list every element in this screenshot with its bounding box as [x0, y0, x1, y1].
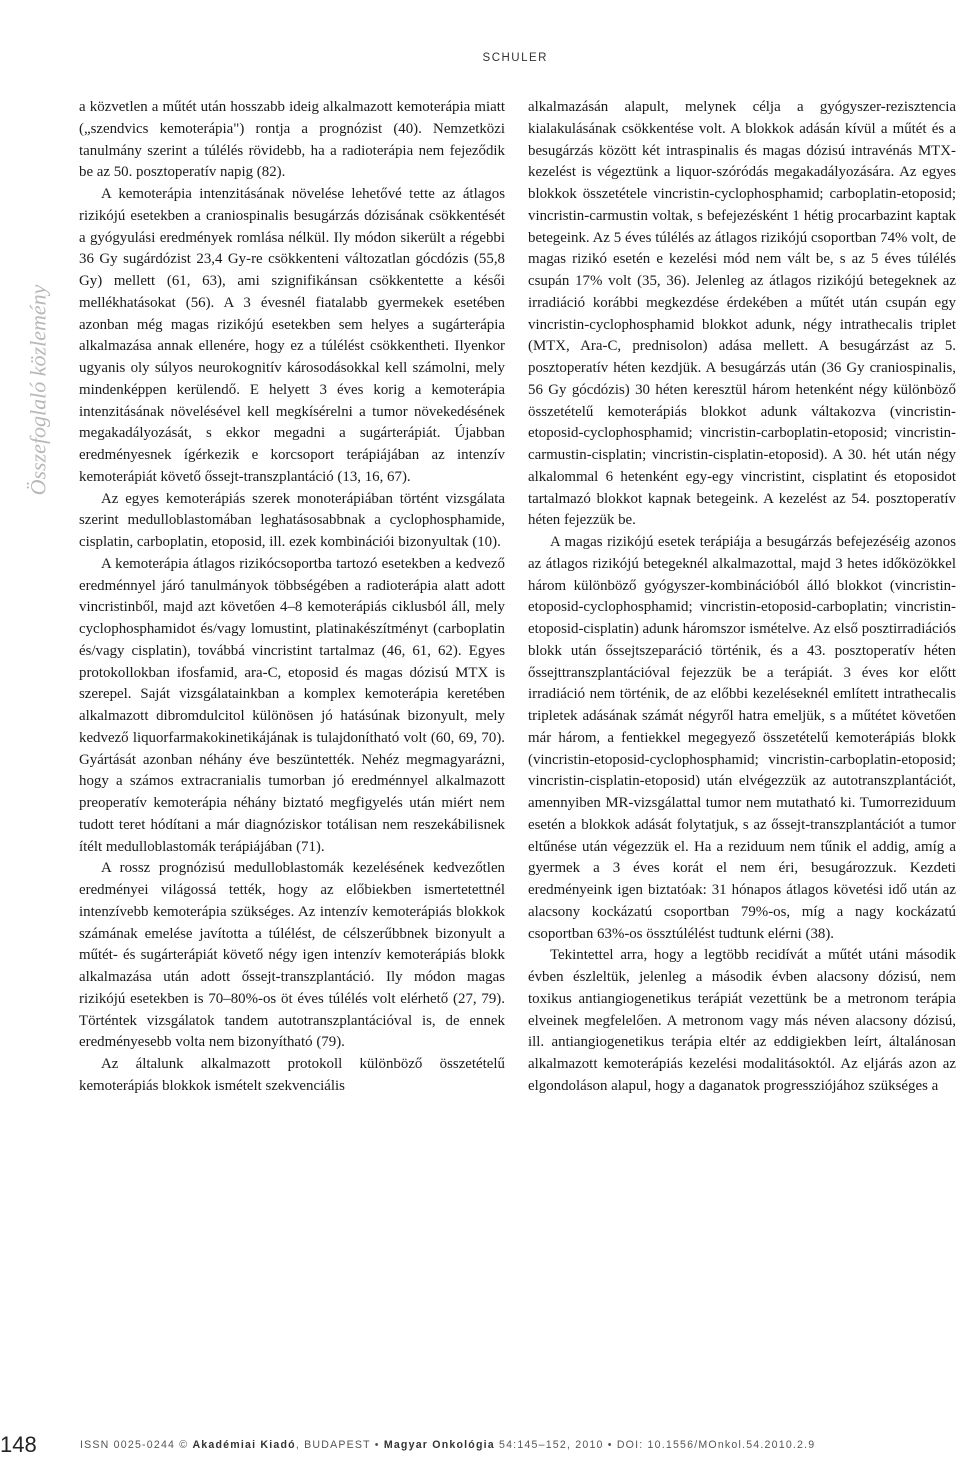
paragraph: alkalmazásán alapult, melynek célja a gyógyszer-rezisztencia kialakulásának csökkentése volt. A blokkok adásán kívül a műtét és a besugárzás között két intraspinalis és magas dózisú intravénás MTX-kezelést is végeztünk a liquor-szóródás megakadályozására. Az egyes blokkok összetétele vincristin-cyclophosphamid; carboplatin-etoposid; vincristin-carmustin voltak, s befejezésként 1 hétig procarbazint kaptak betegeink. Az 5 éves túlélés az átlagos rizikójú csoportban 74% volt, de magas rizikó esetén e kezelési mód nem vált be, s az 5 éves túlélés csupán 17% volt (35, 36). Jelenleg az átlagos rizikójú betegeknek az irradiáció korábbi megkezdése érdekében a műtét után csupán egy vincristin-cyclophosphamid blokkot adunk, négy intrathecalis triplet (MTX, Ara-C, prednisolon) adása mellett. A besugárzást az 5. posztoperatív héten kezdjük. A besugárzás után (36 Gy craniospinalis, 56 Gy gócdózis) 30 héten keresztül három hetenként négy különböző összetételű kemoterápiás blokkot adunk váltakozva (vincristin-etoposid-cyclophosphamid; vincristin-carboplatin-etoposid; vincristin-carmustin-cisplatin; vincristin-cisplatin-etoposid). A 30. hét után négy alkalommal 6 hetenként egy-egy vincristint, cisplatint és etoposidot tartalmazó blokkot kapnak betegeink. A kezelést az 54. posztoperatív héten fejezzük be.	[528, 99, 956, 529]
page-footer	[0, 1428, 960, 1458]
text-column-left	[79, 97, 505, 1098]
footer-issn: ISSN 0025-0244 ©	[80, 1439, 193, 1451]
paragraph: A kemoterápia átlagos rizikócsoportba tartozó esetekben a kedvező eredménnyel járó tanulmányok többségében a radioterápia alatt adott vincristinből, majd azt követően 4–8 kemoterápiás ciklusból áll, mely cyclophosphamidot és/vagy lomustint, platinakészítményt (carboplatin és/vagy cisplatin), továbbá vincristint tartalmaz (46, 61, 62). Egyes protokollokban ifosfamid, ara-C, etoposid és magas dózisú MTX is szerepel. Saját vizsgálatainkban a komplex kemoterápia keretében alkalmazott dibromdulcitol különösen jó hatásúnak bizonyult, mely kedvező liquorfarmakokinetikájának is tulajdonítható volt (60, 69, 70). Gyártását azonban néhány éve beszüntették. Nehéz megmagyarázni, hogy a számos extracranialis tumorban jó eredménnyel alkalmazott preoperatív kemoterápia néhány biztató megfigyelés után miért nem tudott teret hódítani a már diagnóziskor totálisan nem reszekábilisnek ítélt medulloblastomák terápiájában (71).	[79, 555, 505, 855]
page-number: 148	[0, 1432, 37, 1457]
footer-journal-name: Magyar Onkológia	[383, 1439, 495, 1451]
running-head: SCHULER	[482, 52, 548, 64]
text-column-right	[528, 97, 956, 1098]
side-category-label	[20, 160, 56, 620]
paragraph: Az általunk alkalmazott protokoll különböző összetételű kemoterápiás blokkok ismételt szekvenciális	[79, 1056, 505, 1094]
journal-citation-line	[80, 1439, 815, 1451]
footer-publisher: Akadémiai Kiadó	[192, 1439, 296, 1451]
paragraph: Az egyes kemoterápiás szerek monoterápiában történt vizsgálata szerint medulloblastomában leghatásosabbnak a cyclophosphamide, cisplatin, carboplatin, etoposid, ill. ezek kombinációi bizonyultak (10).	[79, 490, 505, 550]
side-category-text: Összefoglaló közlemény	[25, 284, 51, 496]
footer-citation: 54:145–152, 2010 • DOI: 10.1556/MOnkol.54.2010.2.9	[494, 1439, 816, 1451]
paragraph: Tekintettel arra, hogy a legtöbb recidívát a műtét utáni második évben észleltük, jelenleg a második évben alacsony dózisú, nem toxikus antiangiogenetikus terápiát vezettünk be a metronom terápia elveinek megfelelően. A metronom vagy más néven alacsony dózisú, ill. antiangiogenetikus terápia eltér az eddigiekben leírt, általánosan alkalmazott kemoterápiás kezelési modalitásoktól. Az eljárás azon az elgondoláson alapul, hogy a daganatok progressziójához szükséges a	[528, 947, 956, 1094]
paragraph: A magas rizikójú esetek terápiája a besugárzás befejezéséig azonos az átlagos rizikójú betegeknél alkalmazottal, majd 3 hetes időközökkel három különböző gyógyszer-kombinációból álló blokkot (vincristin-etoposid-cyclophosphamid; vincristin-etoposid-carboplatin; vincristin-etoposid-cisplatin) adunk háromszor ismételve. Az első posztirradiációs blokk után őssejtszeparáció történik, és a 43. posztoperatív héten őssejttranszplantációval fejezzük be a terápiát. 3 éves kor előtt irradiáció nem történik, de az előbbi kezeléseknél említett intrathecalis tripletek adásának számát négyről hatra emeljük, s a műtétet követően már három, a fentiekkel megegyező összetételű kemoterápiás blokk (vincristin-etoposid-cyclophosphamid; vincristin-carboplatin-etoposid; vincristin-cisplatin-etoposid) után elvégezzük az autotranszplantációt, amennyiben MR-vizsgálattal tumor nem mutatható ki. Tumorreziduum esetén a blokkok adását folytatjuk, s az őssejt-transzplantációt a tumor eltűnése után végezzük el. Ha a reziduum nem tűnik el addig, amíg a gyermek a 3 éves korát el nem éri, besugározzuk. Kezdeti eredményeink igen biztatóak: 31 hónapos átlagos követési idő után az alacsony kockázatú csoportban 79%-os, míg a nagy kockázatú csoportban 63%-os össztúlélést tudtunk elérni (38).	[528, 534, 956, 942]
paragraph: A kemoterápia intenzitásának növelése lehetővé tette az átlagos rizikójú esetekben a craniospinalis besugárzás dózisának csökkentését a gyógyulási eredmények romlása nélkül. Ily módon sikerült a régebbi 36 Gy sugárdózist 23,4 Gy-re csökkenteni változatlan gócdózis (55,8 Gy) mellett (61, 63), ami szignifikánsan csökkentette a késői mellékhatásokat (56). A 3 évesnél fiatalabb gyermekek esetében azonban még magas rizikójú esetekben sem helyes a sugárterápia alkalmazása annak ellenére, hogy ez a túlélést csökkentheti. Ilyenkor ugyanis oly súlyos neurokognitív károsodásokkal kell számolni, mely mindenképpen kerülendő. E helyett 3 éves korig a kemoterápia intenzitásának növelésével kell megkísérelni a tumor növekedésének megakadályozását, s ekkor megadni a sugárterápiát. Újabban eredményesnek ígérkezik e korcsoport terápiájában az intenzív kemoterápiát követő őssejt-transzplantáció (13, 16, 67).	[79, 186, 505, 485]
paragraph: A rossz prognózisú medulloblastomák kezelésének kedvezőtlen eredményei világossá tették, hogy az előbiekben ismertetettnél intenzívebb kemoterápia szükséges. Az intenzív kemoterápiás blokkok számának emelése javította a túlélést, de célszerűbbnek bizonyult a műtét- és sugárterápiát követő négy igen intenzív kemoterápiás blokk alkalmazása után adott őssejt-transzplantáció. Ily módon magas rizikójú esetekben is 70–80%-os öt éves túlélés volt elérhető (27, 79). Történtek vizsgálatok tandem autotranszplantációval is, de ennek eredményesebb volta nem bizonyítható (79).	[79, 860, 505, 1051]
footer-city: , BUDAPEST •	[295, 1439, 384, 1451]
paragraph: a közvetlen a műtét után hosszabb ideig alkalmazott kemoterápia miatt („szendvics kemoterápia") rontja a prognózist (40). Nemzetközi tanulmány szerint a túlélés rövidebb, ha a radioterápia nem fejeződik be az 50. posztoperatív napig (82).	[79, 99, 505, 181]
